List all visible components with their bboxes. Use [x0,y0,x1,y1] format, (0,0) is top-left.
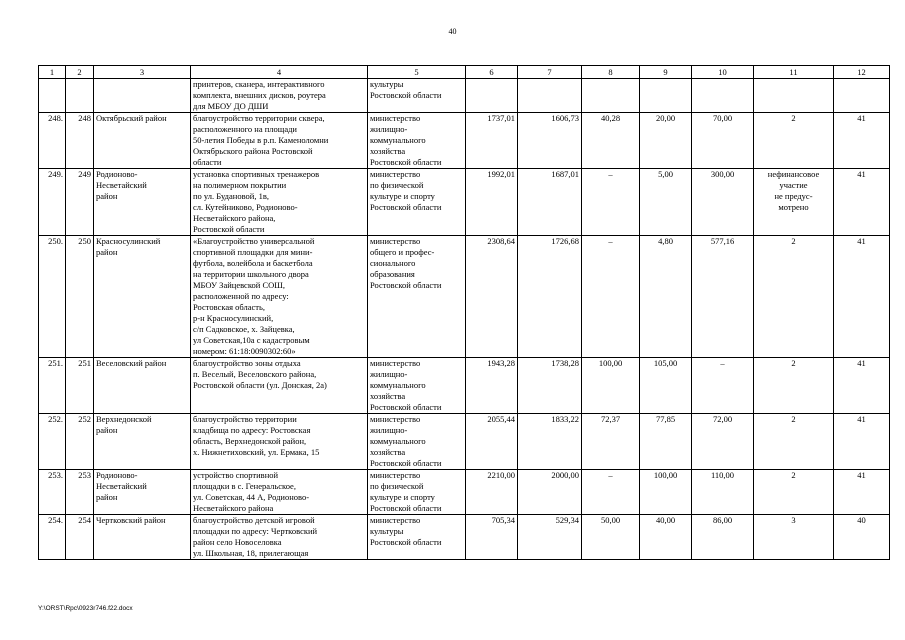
table-row [39,515,890,560]
participation-cell: нефинансовое участие не предус- мотрено [754,169,834,236]
total-amount-cell: 2055,44 [466,414,518,470]
description-cell: благоустройство территории сквера, расположенного на площади 50-летия Победы в р.п. Каменоломни Октябрьского района Ростовской области [191,113,368,169]
row-number-cell: 254 [66,515,94,560]
business-funds-cell: 86,00 [692,515,754,560]
row-index-cell: 251. [39,358,66,414]
population-funds-cell: 100,00 [640,470,692,515]
col-header: 7 [518,66,582,79]
population-funds-cell: 105,00 [640,358,692,414]
business-funds-cell: – [692,358,754,414]
description-cell: благоустройство зоны отдыха п. Веселый, Веселовского района, Ростовской области (ул. Донская, 2а) [191,358,368,414]
local-budget-cell: 72,37 [582,414,640,470]
description-cell: благоустройство территории кладбища по адресу: Ростовская область, Верхнедонской район, х. Нижнетиховский, ул. Ермака, 15 [191,414,368,470]
row-number-cell: 250 [66,236,94,358]
regional-budget-cell: 1726,68 [518,236,582,358]
row-index-cell: 253. [39,470,66,515]
row-number-cell: 248 [66,113,94,169]
ministry-cell: министерство жилищно- коммунального хозяйства Ростовской области [368,113,466,169]
local-budget-cell: 40,28 [582,113,640,169]
regional-budget-cell: 1833,22 [518,414,582,470]
ministry-cell: культуры Ростовской области [368,79,466,113]
district-cell: Верхнедонской район [94,414,191,470]
population-funds-cell: 20,00 [640,113,692,169]
regional-budget-cell: 529,34 [518,515,582,560]
row-number-cell: 253 [66,470,94,515]
code-cell: 41 [834,236,890,358]
code-cell: 41 [834,169,890,236]
code-cell: 41 [834,113,890,169]
local-budget-cell: 100,00 [582,358,640,414]
description-cell: благоустройство детской игровой площадки по адресу: Чертковский район село Новоселовка ул. Школьная, 18, прилегающая [191,515,368,560]
local-budget-cell: 50,00 [582,515,640,560]
district-cell: Октябрьский район [94,113,191,169]
col-header: 4 [191,66,368,79]
col-header: 5 [368,66,466,79]
col-header: 2 [66,66,94,79]
row-index-cell: 248. [39,113,66,169]
funding-table [38,65,890,560]
table-row [39,470,890,515]
regional-budget-cell: 1687,01 [518,169,582,236]
ministry-cell: министерство по физической культуре и спорту Ростовской области [368,470,466,515]
col-header: 1 [39,66,66,79]
code-cell: 40 [834,515,890,560]
page-number: 40 [448,27,457,36]
participation-cell: 2 [754,470,834,515]
row-index-cell: 252. [39,414,66,470]
business-funds-cell: 300,00 [692,169,754,236]
business-funds-cell: 72,00 [692,414,754,470]
ministry-cell: министерство по физической культуре и спорту Ростовской области [368,169,466,236]
participation-cell: 2 [754,358,834,414]
total-amount-cell: 2210,00 [466,470,518,515]
col-header: 8 [582,66,640,79]
participation-cell: 2 [754,113,834,169]
participation-cell: 2 [754,414,834,470]
local-budget-cell: – [582,169,640,236]
row-number-cell: 249 [66,169,94,236]
district-cell: Родионово- Несветайский район [94,470,191,515]
code-cell: 41 [834,358,890,414]
row-number-cell: 251 [66,358,94,414]
total-amount-cell: 1737,01 [466,113,518,169]
file-path-footer: Y:\ORST\Rpc\0923r746.f22.docx [38,605,133,612]
row-index-cell: 249. [39,169,66,236]
description-cell: «Благоустройство универсальной спортивной площадки для мини- футбола, волейбола и баскетбола на территории школьного двора МБОУ Зайцевской СОШ, расположенной по адресу: Ростовская область, р-н Красносулинский, с/п Садковское, х. Зайцевка, ул Советская,10а с кадастровым номером: 61:18:0090302:60» [191,236,368,358]
col-header: 6 [466,66,518,79]
table-row [39,113,890,169]
regional-budget-cell: 1606,73 [518,113,582,169]
code-cell: 41 [834,414,890,470]
total-amount-cell: 1943,28 [466,358,518,414]
district-cell: Веселовский район [94,358,191,414]
ministry-cell: министерство общего и профес- сионального образования Ростовской области [368,236,466,358]
col-header: 12 [834,66,890,79]
total-amount-cell: 2308,64 [466,236,518,358]
table-row [39,358,890,414]
district-cell: Родионово- Несветайский район [94,169,191,236]
total-amount-cell: 1992,01 [466,169,518,236]
population-funds-cell: 5,00 [640,169,692,236]
col-header: 9 [640,66,692,79]
description-cell: установка спортивных тренажеров на полимерном покрытии по ул. Будановой, 1в, сл. Кутейниково, Родионово- Несветайского района, Ростовской области [191,169,368,236]
description-cell: устройство спортивной площадки в с. Генеральское, ул. Советская, 44 А, Родионово- Несветайского района [191,470,368,515]
business-funds-cell: 110,00 [692,470,754,515]
description-cell: принтеров, сканера, интерактивного комплекта, внешних дисков, роутера для МБОУ ДО ДШИ [191,79,368,113]
row-index-cell: 250. [39,236,66,358]
participation-cell: 3 [754,515,834,560]
district-cell: Чертковский район [94,515,191,560]
ministry-cell: министерство культуры Ростовской области [368,515,466,560]
header-row [39,66,890,79]
business-funds-cell: 577,16 [692,236,754,358]
col-header: 11 [754,66,834,79]
regional-budget-cell: 2000,00 [518,470,582,515]
table-row [39,414,890,470]
row-number-cell: 252 [66,414,94,470]
business-funds-cell: 70,00 [692,113,754,169]
population-funds-cell: 77,85 [640,414,692,470]
continuation-row [39,79,890,113]
ministry-cell: министерство жилищно- коммунального хозяйства Ростовской области [368,414,466,470]
population-funds-cell: 40,00 [640,515,692,560]
local-budget-cell: – [582,236,640,358]
regional-budget-cell: 1738,28 [518,358,582,414]
local-budget-cell: – [582,470,640,515]
col-header: 3 [94,66,191,79]
code-cell: 41 [834,470,890,515]
table-row [39,236,890,358]
table-row [39,169,890,236]
population-funds-cell: 4,80 [640,236,692,358]
row-index-cell: 254. [39,515,66,560]
ministry-cell: министерство жилищно- коммунального хозяйства Ростовской области [368,358,466,414]
total-amount-cell: 705,34 [466,515,518,560]
participation-cell: 2 [754,236,834,358]
col-header: 10 [692,66,754,79]
district-cell: Красносулинский район [94,236,191,358]
